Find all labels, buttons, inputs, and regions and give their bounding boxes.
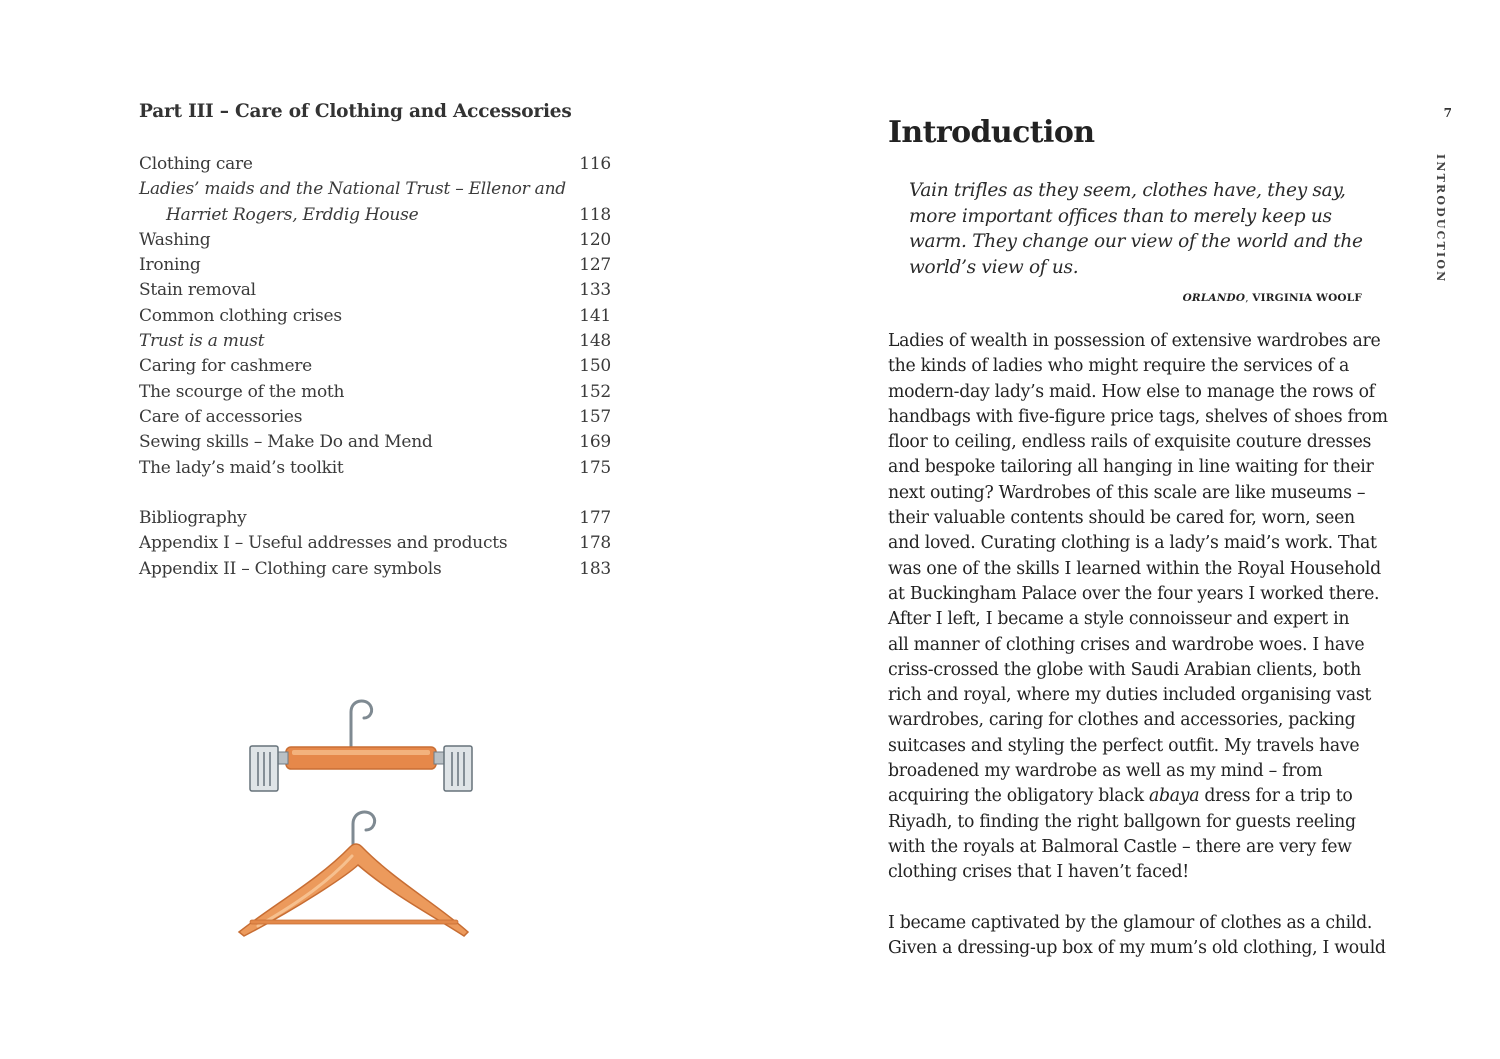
toc-title: The lady’s maid’s toolkit: [139, 457, 344, 478]
table-of-contents: [139, 152, 611, 582]
toc-page: 169: [579, 432, 611, 453]
text-line: wardrobes, caring for clothes and accessories, packing: [888, 710, 1356, 731]
toc-page: 178: [579, 533, 611, 554]
attribution-separator: ,: [1245, 292, 1253, 304]
epigraph-line: more important offices than to merely keep us: [909, 205, 1332, 227]
toc-title: Common clothing crises: [139, 305, 342, 326]
toc-entry: [139, 329, 611, 354]
toc-entry: [139, 177, 611, 202]
toc-title: Care of accessories: [139, 406, 303, 427]
text-line: with the royals at Balmoral Castle – there are very few: [888, 836, 1352, 857]
toc-entry: [139, 304, 611, 329]
toc-title: Appendix I – Useful addresses and products: [139, 533, 508, 554]
toc-spacer: [139, 481, 611, 506]
part-heading: Part III – Care of Clothing and Accessories: [139, 101, 572, 122]
text-line: at Buckingham Palace over the four years I worked there.: [888, 583, 1380, 604]
text-line: clothing crises that I haven’t faced!: [888, 862, 1189, 883]
italic-word: abaya: [1148, 786, 1200, 807]
toc-title: Caring for cashmere: [139, 356, 312, 377]
epigraph-line: Vain trifles as they seem, clothes have, they say,: [909, 180, 1346, 201]
toc-page: 141: [579, 305, 611, 326]
toc-title: Stain removal: [139, 280, 256, 301]
toc-entry: [139, 152, 611, 177]
text-line: and loved. Curating clothing is a lady’s maid’s work. That: [888, 533, 1377, 554]
toc-entry: [139, 456, 611, 481]
text-line: modern-day lady’s maid. How else to manage the rows of: [888, 381, 1375, 402]
epigraph-line: world’s view of us.: [909, 256, 1079, 278]
toc-title: Clothing care: [139, 154, 253, 174]
toc-page: 118: [579, 204, 611, 225]
text-line: Ladies of wealth in possession of extensive wardrobes are: [888, 331, 1381, 351]
text-line: Given a dressing-up box of my mum’s old clothing, I would: [888, 938, 1386, 959]
text-line: and bespoke tailoring all hanging in line waiting for their: [888, 457, 1374, 478]
page-number: 7: [1443, 106, 1452, 120]
text-line: floor to ceiling, endless rails of exquisite couture dresses: [888, 432, 1372, 453]
text-run: acquiring the obligatory black: [888, 786, 1149, 807]
toc-page: 120: [579, 229, 611, 250]
toc-entry: [139, 228, 611, 253]
right-page: [750, 0, 1500, 1059]
toc-page: 183: [579, 558, 611, 579]
toc-title: Washing: [139, 229, 211, 250]
text-line: handbags with five-figure price tags, shelves of shoes from: [888, 406, 1388, 427]
toc-entry: [139, 557, 611, 582]
toc-title: Appendix II – Clothing care symbols: [139, 558, 442, 579]
toc-page: 133: [579, 280, 611, 301]
text-line: criss-crossed the globe with Saudi Arabian clients, both: [888, 659, 1361, 680]
hangers-illustration: [228, 690, 478, 940]
paragraph: [888, 329, 1388, 886]
running-head: INTRODUCTION: [1434, 154, 1447, 284]
text-line: next outing? Wardrobes of this scale are like museums –: [888, 482, 1366, 503]
toc-page: 152: [579, 381, 611, 402]
body-text: [888, 329, 1388, 961]
toc-page: 175: [579, 457, 611, 478]
toc-page: 116: [579, 154, 611, 174]
epigraph-line: warm. They change our view of the world and the: [909, 231, 1363, 252]
chapter-title: Introduction: [888, 115, 1095, 150]
toc-entry: [139, 278, 611, 303]
toc-title: Ladies’ maids and the National Trust – Ellenor and: [139, 179, 566, 200]
epigraph: [909, 178, 1369, 280]
coat-hanger-icon: [239, 812, 468, 936]
text-line: I became captivated by the glamour of clothes as a child.: [888, 912, 1373, 933]
toc-title: Sewing skills – Make Do and Mend: [139, 432, 433, 453]
toc-entry: [139, 203, 611, 228]
toc-title: Bibliography: [139, 508, 247, 529]
hangers-icon: [228, 690, 478, 940]
toc-title: Harriet Rogers, Erddig House: [166, 204, 419, 225]
clip-hanger-icon: [250, 701, 472, 791]
toc-entry: [139, 253, 611, 278]
toc-entry: [139, 506, 611, 531]
attribution-book: ORLANDO: [1182, 292, 1246, 304]
text-line: their valuable contents should be cared for, worn, seen: [888, 508, 1355, 529]
text-run: dress for a trip to: [1199, 786, 1353, 807]
text-line: Riyadh, to finding the right ballgown for guests reeling: [888, 811, 1356, 832]
toc-title: The scourge of the moth: [139, 381, 345, 402]
toc-page: 150: [579, 356, 611, 377]
toc-entry: [139, 354, 611, 379]
toc-page: 127: [579, 255, 611, 276]
toc-title: Ironing: [139, 255, 201, 276]
toc-entry: [139, 531, 611, 556]
attribution-author: VIRGINIA WOOLF: [1252, 292, 1362, 304]
toc-page: 177: [579, 508, 611, 529]
paragraph: [888, 911, 1386, 962]
toc-entry: [139, 405, 611, 430]
epigraph-attribution: [1183, 292, 1362, 304]
text-line: [888, 784, 1368, 809]
toc-entry: [139, 430, 611, 455]
toc-title: Trust is a must: [139, 331, 265, 352]
text-line: the kinds of ladies who might require the services of a: [888, 356, 1350, 377]
text-line: suitcases and styling the perfect outfit. My travels have: [888, 735, 1360, 756]
toc-page: 148: [579, 331, 611, 352]
toc-entry: [139, 380, 611, 405]
text-line: After I left, I became a style connoisseur and expert in: [888, 609, 1350, 630]
toc-page: 157: [579, 406, 611, 427]
text-line: rich and royal, where my duties included organising vast: [888, 685, 1372, 706]
text-line: was one of the skills I learned within the Royal Household: [888, 558, 1381, 579]
text-line: all manner of clothing crises and wardrobe woes. I have: [888, 634, 1365, 655]
text-line: broadened my wardrobe as well as my mind – from: [888, 761, 1323, 782]
